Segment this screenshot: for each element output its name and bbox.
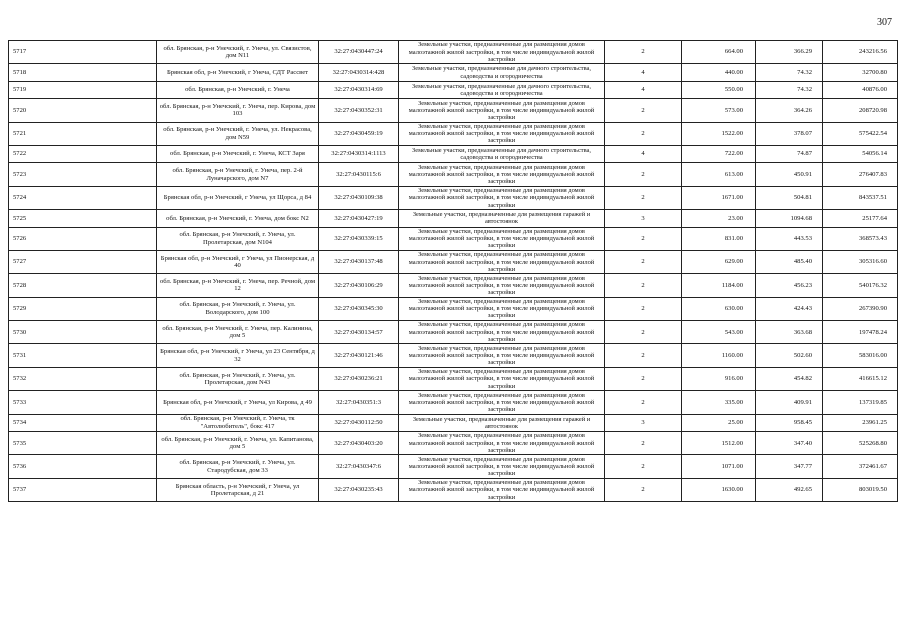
group-cell: 2 bbox=[605, 41, 682, 64]
area-cell: 335.00 bbox=[682, 391, 756, 414]
table-row bbox=[9, 478, 898, 501]
cadastral-value-table bbox=[8, 40, 898, 502]
cadastral-value-cell: 32700.80 bbox=[823, 64, 898, 81]
area-cell: 916.00 bbox=[682, 367, 756, 390]
row-number-cell: 5725 bbox=[9, 210, 157, 227]
area-cell: 831.00 bbox=[682, 227, 756, 250]
group-cell: 2 bbox=[605, 99, 682, 122]
table-row bbox=[9, 297, 898, 320]
specific-value-cell: 454.82 bbox=[756, 367, 823, 390]
table-row bbox=[9, 274, 898, 297]
cadastral-number-cell: 32:27:0430109:38 bbox=[319, 186, 399, 209]
table-row bbox=[9, 250, 898, 273]
cadastral-number-cell: 32:27:0430352:31 bbox=[319, 99, 399, 122]
land-use-cell: Земельные участки, предназначенные для дачного строительства, садоводства и огородничества bbox=[399, 145, 605, 162]
address-cell: обл. Брянская, р-н Унечский, г. Унеча, ул. Володарского, дом 100 bbox=[157, 297, 319, 320]
area-cell: 1071.00 bbox=[682, 455, 756, 478]
table-body bbox=[9, 41, 898, 502]
specific-value-cell: 409.91 bbox=[756, 391, 823, 414]
cadastral-number-cell: 32:27:0430314:69 bbox=[319, 81, 399, 98]
row-number-cell: 5726 bbox=[9, 227, 157, 250]
group-cell: 2 bbox=[605, 432, 682, 455]
cadastral-number-cell: 32:27:0430235:43 bbox=[319, 478, 399, 501]
group-cell: 4 bbox=[605, 145, 682, 162]
table-row bbox=[9, 41, 898, 64]
cadastral-value-cell: 525268.80 bbox=[823, 432, 898, 455]
area-cell: 1671.00 bbox=[682, 186, 756, 209]
cadastral-number-cell: 32:27:0430447:24 bbox=[319, 41, 399, 64]
address-cell: Брянская область, р-н Унечский, г Унеча, ул Пролетарская, д 21 bbox=[157, 478, 319, 501]
group-cell: 3 bbox=[605, 210, 682, 227]
group-cell: 2 bbox=[605, 344, 682, 367]
land-use-cell: Земельные участки, предназначенные для размещения домов малоэтажной жилой застройки, в том числе индивидуальной жилой застройки bbox=[399, 41, 605, 64]
specific-value-cell: 363.68 bbox=[756, 321, 823, 344]
cadastral-number-cell: 32:27:0430403:20 bbox=[319, 432, 399, 455]
table-row bbox=[9, 432, 898, 455]
cadastral-value-cell: 23961.25 bbox=[823, 414, 898, 431]
table-row bbox=[9, 81, 898, 98]
land-use-cell: Земельные участки, предназначенные для размещения домов малоэтажной жилой застройки, в том числе индивидуальной жилой застройки bbox=[399, 163, 605, 186]
group-cell: 2 bbox=[605, 297, 682, 320]
cadastral-value-cell: 276407.83 bbox=[823, 163, 898, 186]
land-use-cell: Земельные участки, предназначенные для размещения домов малоэтажной жилой застройки, в том числе индивидуальной жилой застройки bbox=[399, 227, 605, 250]
specific-value-cell: 74.32 bbox=[756, 81, 823, 98]
row-number-cell: 5733 bbox=[9, 391, 157, 414]
cadastral-number-cell: 32:27:0430345:30 bbox=[319, 297, 399, 320]
cadastral-value-cell: 416615.12 bbox=[823, 367, 898, 390]
area-cell: 25.00 bbox=[682, 414, 756, 431]
cadastral-value-cell: 372461.67 bbox=[823, 455, 898, 478]
cadastral-value-cell: 368573.43 bbox=[823, 227, 898, 250]
land-use-cell: Земельные участки, предназначенные для размещения домов малоэтажной жилой застройки, в том числе индивидуальной жилой застройки bbox=[399, 99, 605, 122]
cadastral-value-cell: 540176.32 bbox=[823, 274, 898, 297]
row-number-cell: 5735 bbox=[9, 432, 157, 455]
area-cell: 630.00 bbox=[682, 297, 756, 320]
cadastral-number-cell: 32:27:0430314:1113 bbox=[319, 145, 399, 162]
group-cell: 2 bbox=[605, 186, 682, 209]
area-cell: 543.00 bbox=[682, 321, 756, 344]
land-use-cell: Земельные участки, предназначенные для размещения домов малоэтажной жилой застройки, в том числе индивидуальной жилой застройки bbox=[399, 122, 605, 145]
land-use-cell: Земельные участки, предназначенные для размещения домов малоэтажной жилой застройки, в том числе индивидуальной жилой застройки bbox=[399, 432, 605, 455]
group-cell: 4 bbox=[605, 64, 682, 81]
land-use-cell: Земельные участки, предназначенные для размещения домов малоэтажной жилой застройки, в том числе индивидуальной жилой застройки bbox=[399, 367, 605, 390]
row-number-cell: 5731 bbox=[9, 344, 157, 367]
row-number-cell: 5722 bbox=[9, 145, 157, 162]
cadastral-number-cell: 32:27:0430137:48 bbox=[319, 250, 399, 273]
table-row bbox=[9, 186, 898, 209]
land-use-cell: Земельные участки, предназначенные для размещения гаражей и автостоянок bbox=[399, 210, 605, 227]
specific-value-cell: 366.29 bbox=[756, 41, 823, 64]
land-use-cell: Земельные участки, предназначенные для дачного строительства, садоводства и огородничества bbox=[399, 81, 605, 98]
cadastral-value-cell: 575422.54 bbox=[823, 122, 898, 145]
cadastral-value-cell: 25177.64 bbox=[823, 210, 898, 227]
group-cell: 2 bbox=[605, 321, 682, 344]
table-row bbox=[9, 414, 898, 431]
row-number-cell: 5727 bbox=[9, 250, 157, 273]
cadastral-value-cell: 267390.90 bbox=[823, 297, 898, 320]
table-row bbox=[9, 99, 898, 122]
area-cell: 23.00 bbox=[682, 210, 756, 227]
row-number-cell: 5736 bbox=[9, 455, 157, 478]
cadastral-value-cell: 197478.24 bbox=[823, 321, 898, 344]
cadastral-value-cell: 208720.98 bbox=[823, 99, 898, 122]
cadastral-value-cell: 843537.51 bbox=[823, 186, 898, 209]
specific-value-cell: 492.65 bbox=[756, 478, 823, 501]
row-number-cell: 5724 bbox=[9, 186, 157, 209]
specific-value-cell: 424.43 bbox=[756, 297, 823, 320]
land-use-cell: Земельные участки, предназначенные для размещения домов малоэтажной жилой застройки, в том числе индивидуальной жилой застройки bbox=[399, 274, 605, 297]
group-cell: 2 bbox=[605, 163, 682, 186]
specific-value-cell: 958.45 bbox=[756, 414, 823, 431]
row-number-cell: 5721 bbox=[9, 122, 157, 145]
group-cell: 2 bbox=[605, 455, 682, 478]
group-cell: 2 bbox=[605, 227, 682, 250]
cadastral-number-cell: 32:27:0430459:19 bbox=[319, 122, 399, 145]
table-row bbox=[9, 145, 898, 162]
area-cell: 722.00 bbox=[682, 145, 756, 162]
cadastral-value-cell: 243216.56 bbox=[823, 41, 898, 64]
table-row bbox=[9, 455, 898, 478]
table-row bbox=[9, 122, 898, 145]
group-cell: 4 bbox=[605, 81, 682, 98]
specific-value-cell: 364.26 bbox=[756, 99, 823, 122]
cadastral-number-cell: 32:27:0430427:19 bbox=[319, 210, 399, 227]
cadastral-number-cell: 32:27:0430121:46 bbox=[319, 344, 399, 367]
address-cell: Брянская обл, р-н Унечский, г Унеча, ул 23 Сентября, д 32 bbox=[157, 344, 319, 367]
cadastral-value-cell: 54056.14 bbox=[823, 145, 898, 162]
address-cell: Брянская обл, р-н Унечский, г Унеча, ул Пионерская, д 40 bbox=[157, 250, 319, 273]
land-use-cell: Земельные участки, предназначенные для размещения домов малоэтажной жилой застройки, в том числе индивидуальной жилой застройки bbox=[399, 321, 605, 344]
address-cell: обл. Брянская, р-н Унечский, г. Унеча, пер. Речной, дом 12 bbox=[157, 274, 319, 297]
area-cell: 1184.00 bbox=[682, 274, 756, 297]
address-cell: обл. Брянская, р-н Унечский, г. Унеча, ул. Некрасова, дом N59 bbox=[157, 122, 319, 145]
row-number-cell: 5718 bbox=[9, 64, 157, 81]
land-use-cell: Земельные участки, предназначенные для размещения домов малоэтажной жилой застройки, в том числе индивидуальной жилой застройки bbox=[399, 455, 605, 478]
table-row bbox=[9, 210, 898, 227]
land-use-cell: Земельные участки, предназначенные для размещения гаражей и автостоянок bbox=[399, 414, 605, 431]
address-cell: обл. Брянская, р-н Унечский, г. Унеча, ул. Капитанова, дом 5 bbox=[157, 432, 319, 455]
group-cell: 2 bbox=[605, 367, 682, 390]
table-row bbox=[9, 163, 898, 186]
area-cell: 1522.00 bbox=[682, 122, 756, 145]
specific-value-cell: 443.53 bbox=[756, 227, 823, 250]
area-cell: 550.00 bbox=[682, 81, 756, 98]
cadastral-value-cell: 583016.00 bbox=[823, 344, 898, 367]
address-cell: обл. Брянская, р-н Унечский, г. Унеча bbox=[157, 81, 319, 98]
group-cell: 2 bbox=[605, 391, 682, 414]
address-cell: обл. Брянская, р-н Унечский, г. Унеча, пер. Калинина, дом 5 bbox=[157, 321, 319, 344]
cadastral-number-cell: 32:27:0430134:57 bbox=[319, 321, 399, 344]
address-cell: обл. Брянская, р-н Унечский, г. Унеча, ул. Связистов, дом N11 bbox=[157, 41, 319, 64]
address-cell: обл. Брянская, р-н Унечский, г. Унеча, дом бокс N2 bbox=[157, 210, 319, 227]
table-row bbox=[9, 227, 898, 250]
table-row bbox=[9, 64, 898, 81]
group-cell: 2 bbox=[605, 122, 682, 145]
area-cell: 573.00 bbox=[682, 99, 756, 122]
address-cell: Брянская обл, р-н Унечский, г Унеча, ул Кирова, д 49 bbox=[157, 391, 319, 414]
address-cell: обл. Брянская, р-н Унечский, г. Унеча, ул. Пролетарская, дом N104 bbox=[157, 227, 319, 250]
address-cell: обл. Брянская, р-н Унечский, г. Унеча, ул. Пролетарская, дом N43 bbox=[157, 367, 319, 390]
cadastral-number-cell: 32:27:0430115:6 bbox=[319, 163, 399, 186]
specific-value-cell: 485.40 bbox=[756, 250, 823, 273]
row-number-cell: 5723 bbox=[9, 163, 157, 186]
group-cell: 2 bbox=[605, 478, 682, 501]
cadastral-number-cell: 32:27:0430314:428 bbox=[319, 64, 399, 81]
address-cell: обл. Брянская, р-н Унечский, г. Унеча, тк "Автолюбитель", бокс 417 bbox=[157, 414, 319, 431]
row-number-cell: 5732 bbox=[9, 367, 157, 390]
specific-value-cell: 378.07 bbox=[756, 122, 823, 145]
area-cell: 440.00 bbox=[682, 64, 756, 81]
row-number-cell: 5719 bbox=[9, 81, 157, 98]
group-cell: 3 bbox=[605, 414, 682, 431]
row-number-cell: 5729 bbox=[9, 297, 157, 320]
cadastral-value-cell: 305316.60 bbox=[823, 250, 898, 273]
specific-value-cell: 347.77 bbox=[756, 455, 823, 478]
land-use-cell: Земельные участки, предназначенные для размещения домов малоэтажной жилой застройки, в том числе индивидуальной жилой застройки bbox=[399, 250, 605, 273]
table-row bbox=[9, 367, 898, 390]
specific-value-cell: 1094.68 bbox=[756, 210, 823, 227]
area-cell: 1512.00 bbox=[682, 432, 756, 455]
row-number-cell: 5737 bbox=[9, 478, 157, 501]
cadastral-number-cell: 32:27:0430112:50 bbox=[319, 414, 399, 431]
cadastral-value-cell: 803019.50 bbox=[823, 478, 898, 501]
row-number-cell: 5717 bbox=[9, 41, 157, 64]
cadastral-number-cell: 32:27:0430347:6 bbox=[319, 455, 399, 478]
specific-value-cell: 347.40 bbox=[756, 432, 823, 455]
address-cell: обл. Брянская, р-н Унечский, г. Унеча, пер. 2-й Луначарского, дом N7 bbox=[157, 163, 319, 186]
specific-value-cell: 74.32 bbox=[756, 64, 823, 81]
specific-value-cell: 502.60 bbox=[756, 344, 823, 367]
cadastral-number-cell: 32:27:0430106:29 bbox=[319, 274, 399, 297]
area-cell: 664.00 bbox=[682, 41, 756, 64]
page-number: 307 bbox=[877, 17, 892, 28]
area-cell: 1630.00 bbox=[682, 478, 756, 501]
area-cell: 629.00 bbox=[682, 250, 756, 273]
land-use-cell: Земельные участки, предназначенные для размещения домов малоэтажной жилой застройки, в том числе индивидуальной жилой застройки bbox=[399, 297, 605, 320]
row-number-cell: 5730 bbox=[9, 321, 157, 344]
land-use-cell: Земельные участки, предназначенные для размещения домов малоэтажной жилой застройки, в том числе индивидуальной жилой застройки bbox=[399, 344, 605, 367]
cadastral-value-cell: 40876.00 bbox=[823, 81, 898, 98]
table-row bbox=[9, 391, 898, 414]
address-cell: Брянская обл, р-н Унечский, г Унеча, СДТ Рассвет bbox=[157, 64, 319, 81]
specific-value-cell: 504.81 bbox=[756, 186, 823, 209]
group-cell: 2 bbox=[605, 250, 682, 273]
address-cell: обл. Брянская, р-н Унечский, г. Унеча, КСТ Заря bbox=[157, 145, 319, 162]
land-use-cell: Земельные участки, предназначенные для размещения домов малоэтажной жилой застройки, в том числе индивидуальной жилой застройки bbox=[399, 186, 605, 209]
cadastral-number-cell: 32:27:0430236:21 bbox=[319, 367, 399, 390]
cadastral-number-cell: 32:27:0430339:15 bbox=[319, 227, 399, 250]
table-row bbox=[9, 344, 898, 367]
cadastral-value-cell: 137319.85 bbox=[823, 391, 898, 414]
row-number-cell: 5728 bbox=[9, 274, 157, 297]
group-cell: 2 bbox=[605, 274, 682, 297]
area-cell: 613.00 bbox=[682, 163, 756, 186]
land-use-cell: Земельные участки, предназначенные для размещения домов малоэтажной жилой застройки, в том числе индивидуальной жилой застройки bbox=[399, 478, 605, 501]
land-use-cell: Земельные участки, предназначенные для размещения домов малоэтажной жилой застройки, в том числе индивидуальной жилой застройки bbox=[399, 391, 605, 414]
specific-value-cell: 456.23 bbox=[756, 274, 823, 297]
address-cell: Брянская обл, р-н Унечский, г Унеча, ул Щорса, д 84 bbox=[157, 186, 319, 209]
address-cell: обл. Брянская, р-н Унечский, г. Унеча, ул. Стародубская, дом 33 bbox=[157, 455, 319, 478]
area-cell: 1160.00 bbox=[682, 344, 756, 367]
land-use-cell: Земельные участки, предназначенные для дачного строительства, садоводства и огородничества bbox=[399, 64, 605, 81]
specific-value-cell: 450.91 bbox=[756, 163, 823, 186]
table-row bbox=[9, 321, 898, 344]
address-cell: обл. Брянская, р-н Унечский, г. Унеча, пер. Кирова, дом 103 bbox=[157, 99, 319, 122]
row-number-cell: 5734 bbox=[9, 414, 157, 431]
row-number-cell: 5720 bbox=[9, 99, 157, 122]
specific-value-cell: 74.87 bbox=[756, 145, 823, 162]
cadastral-number-cell: 32:27:0430351:3 bbox=[319, 391, 399, 414]
